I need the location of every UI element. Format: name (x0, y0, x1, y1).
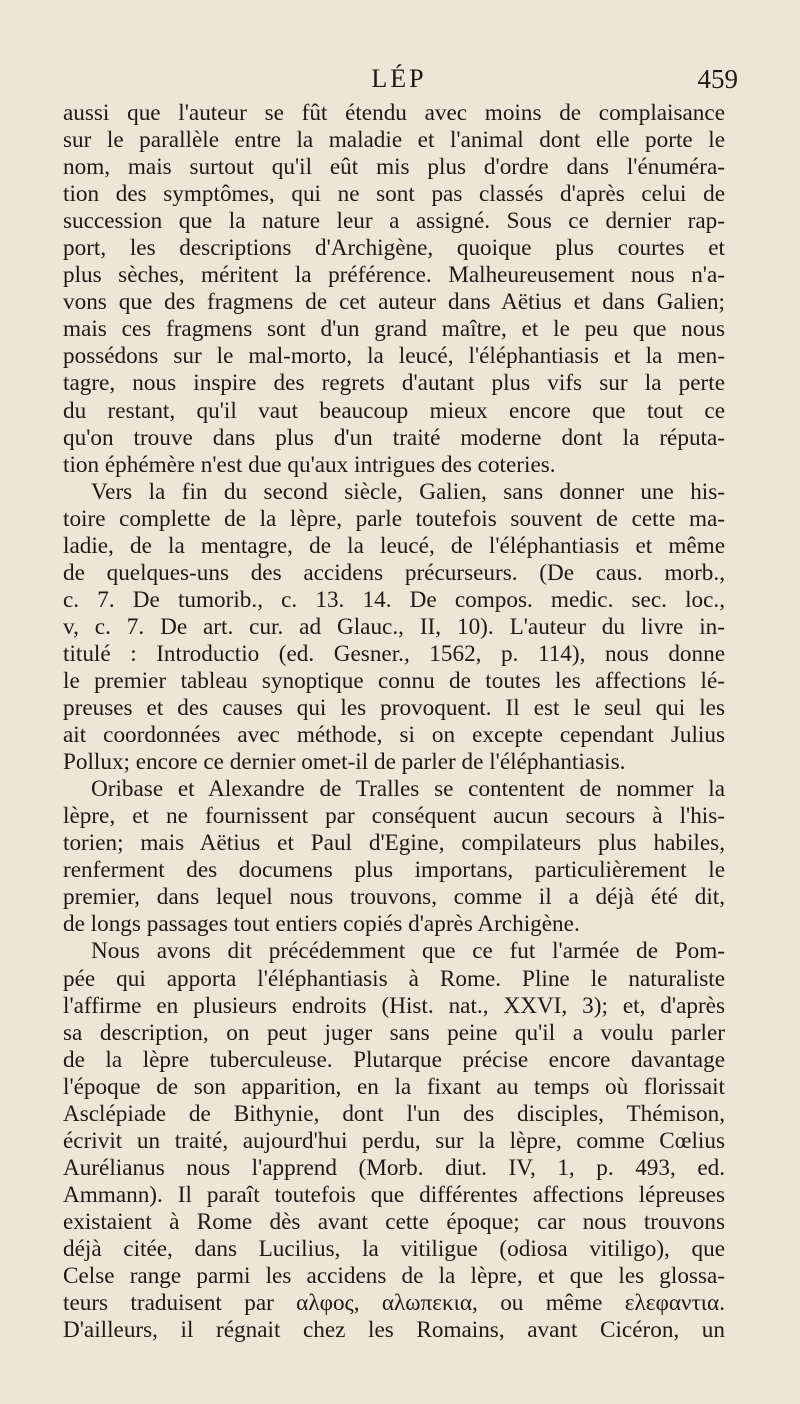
paragraph-first-line: Oribase et Alexandre de Tralles se contentent de nommer la (91, 776, 725, 803)
paragraph-end-line: de longs passages tout entiers copiés d'après Archigène. (63, 911, 580, 938)
text-line: l'affirme en plusieurs endroits (Hist. nat., XXVI, 3); et, d'après (63, 992, 725, 1019)
text-line: ait coordonnées avec méthode, si on excepte cependant Julius (63, 722, 725, 749)
paragraph-end-line: tion éphémère n'est due qu'aux intrigues des coteries. (63, 451, 556, 478)
paragraph-first-line: Vers la fin du second siècle, Galien, sans donner une his- (91, 478, 725, 505)
text-line: v, c. 7. De art. cur. ad Glauc., II, 10). L'auteur du livre in- (63, 613, 725, 640)
text-line: Ammann). Il paraît toutefois que différentes affections lépreuses (63, 1181, 725, 1208)
text-line: pée qui apporta l'éléphantiasis à Rome. Pline le naturaliste (63, 965, 725, 992)
text-line: de quelques-uns des accidens précurseurs. (De caus. morb., (63, 559, 725, 586)
page-number: 459 (697, 64, 738, 94)
text-line: vons que des fragmens de cet auteur dans Aëtius et dans Galien; (63, 289, 725, 316)
text-line: Celse range parmi les accidens de la lèpre, et que les glossa- (63, 1263, 725, 1290)
text-line: aussi que l'auteur se fût étendu avec moins de complaisance (63, 100, 725, 126)
text-line: tagre, nous inspire des regrets d'autant plus vifs sur la perte (63, 370, 725, 397)
text-line: torien; mais Aëtius et Paul d'Egine, compilateurs plus habiles, (63, 830, 725, 857)
text-line: titulé : Introductio (ed. Gesner., 1562, p. 114), nous donne (63, 640, 725, 667)
text-line: déjà citée, dans Lucilius, la vitiligue (odiosa vitiligo), que (63, 1235, 725, 1262)
text-line: teurs traduisent par αλφος, αλωπεκια, ou même ελεφαντια. (63, 1290, 725, 1317)
text-line: le premier tableau synoptique connu de toutes les affections lé- (63, 667, 725, 694)
text-line: de la lèpre tuberculeuse. Plutarque précise encore davantage (63, 1046, 725, 1073)
text-line: ladie, de la mentagre, de la leucé, de l'éléphantiasis et même (63, 532, 725, 559)
paragraph-first-line: Nous avons dit précédemment que ce fut l'armée de Pom- (91, 938, 725, 965)
text-line: lèpre, et ne fournissent par conséquent aucun secours à l'his- (63, 803, 725, 830)
text-line: du restant, qu'il vaut beaucoup mieux encore que tout ce (63, 397, 725, 424)
text-line: écrivit un traité, aujourd'hui perdu, sur la lèpre, comme Cœlius (63, 1127, 725, 1154)
text-line: qu'on trouve dans plus d'un traité moderne dont la réputa- (63, 424, 725, 451)
text-line: D'ailleurs, il régnait chez les Romains, avant Cicéron, un (63, 1317, 725, 1344)
text-line: existaient à Rome dès avant cette époque; car nous trouvons (63, 1208, 725, 1235)
text-line: toire complette de la lèpre, parle toutefois souvent de cette ma- (63, 505, 725, 532)
text-line: Aurélianus nous l'apprend (Morb. diut. IV, 1, p. 493, ed. (63, 1154, 725, 1181)
body-text (63, 100, 725, 1344)
text-line: c. 7. De tumorib., c. 13. 14. De compos. medic. sec. loc., (63, 586, 725, 613)
text-line: nom, mais surtout qu'il eût mis plus d'ordre dans l'énuméra- (63, 154, 725, 181)
text-line: preuses et des causes qui les provoquent. Il est le seul qui les (63, 695, 725, 722)
text-line: possédons sur le mal-morto, la leucé, l'éléphantiasis et la men- (63, 343, 725, 370)
paragraph-end-line: Pollux; encore ce dernier omet-il de parler de l'éléphantiasis. (63, 749, 626, 776)
page-header (60, 64, 738, 98)
text-line: tion des symptômes, qui ne sont pas classés d'après celui de (63, 181, 725, 208)
running-head: LÉP (371, 64, 427, 93)
text-line: sa description, on peut juger sans peine qu'il a voulu parler (63, 1019, 725, 1046)
text-line: mais ces fragmens sont d'un grand maître, et le peu que nous (63, 316, 725, 343)
text-line: sur le parallèle entre la maladie et l'animal dont elle porte le (63, 127, 725, 154)
text-line: succession que la nature leur a assigné. Sous ce dernier rap- (63, 208, 725, 235)
text-line: Asclépiade de Bithynie, dont l'un des disciples, Thémison, (63, 1100, 725, 1127)
text-line: premier, dans lequel nous trouvons, comme il a déjà été dit, (63, 884, 725, 911)
text-line: l'époque de son apparition, en la fixant au temps où florissait (63, 1073, 725, 1100)
text-line: renferment des documens plus importans, particulièrement le (63, 857, 725, 884)
text-line: plus sèches, méritent la préférence. Malheureusement nous n'a- (63, 262, 725, 289)
text-line: port, les descriptions d'Archigène, quoique plus courtes et (63, 235, 725, 262)
